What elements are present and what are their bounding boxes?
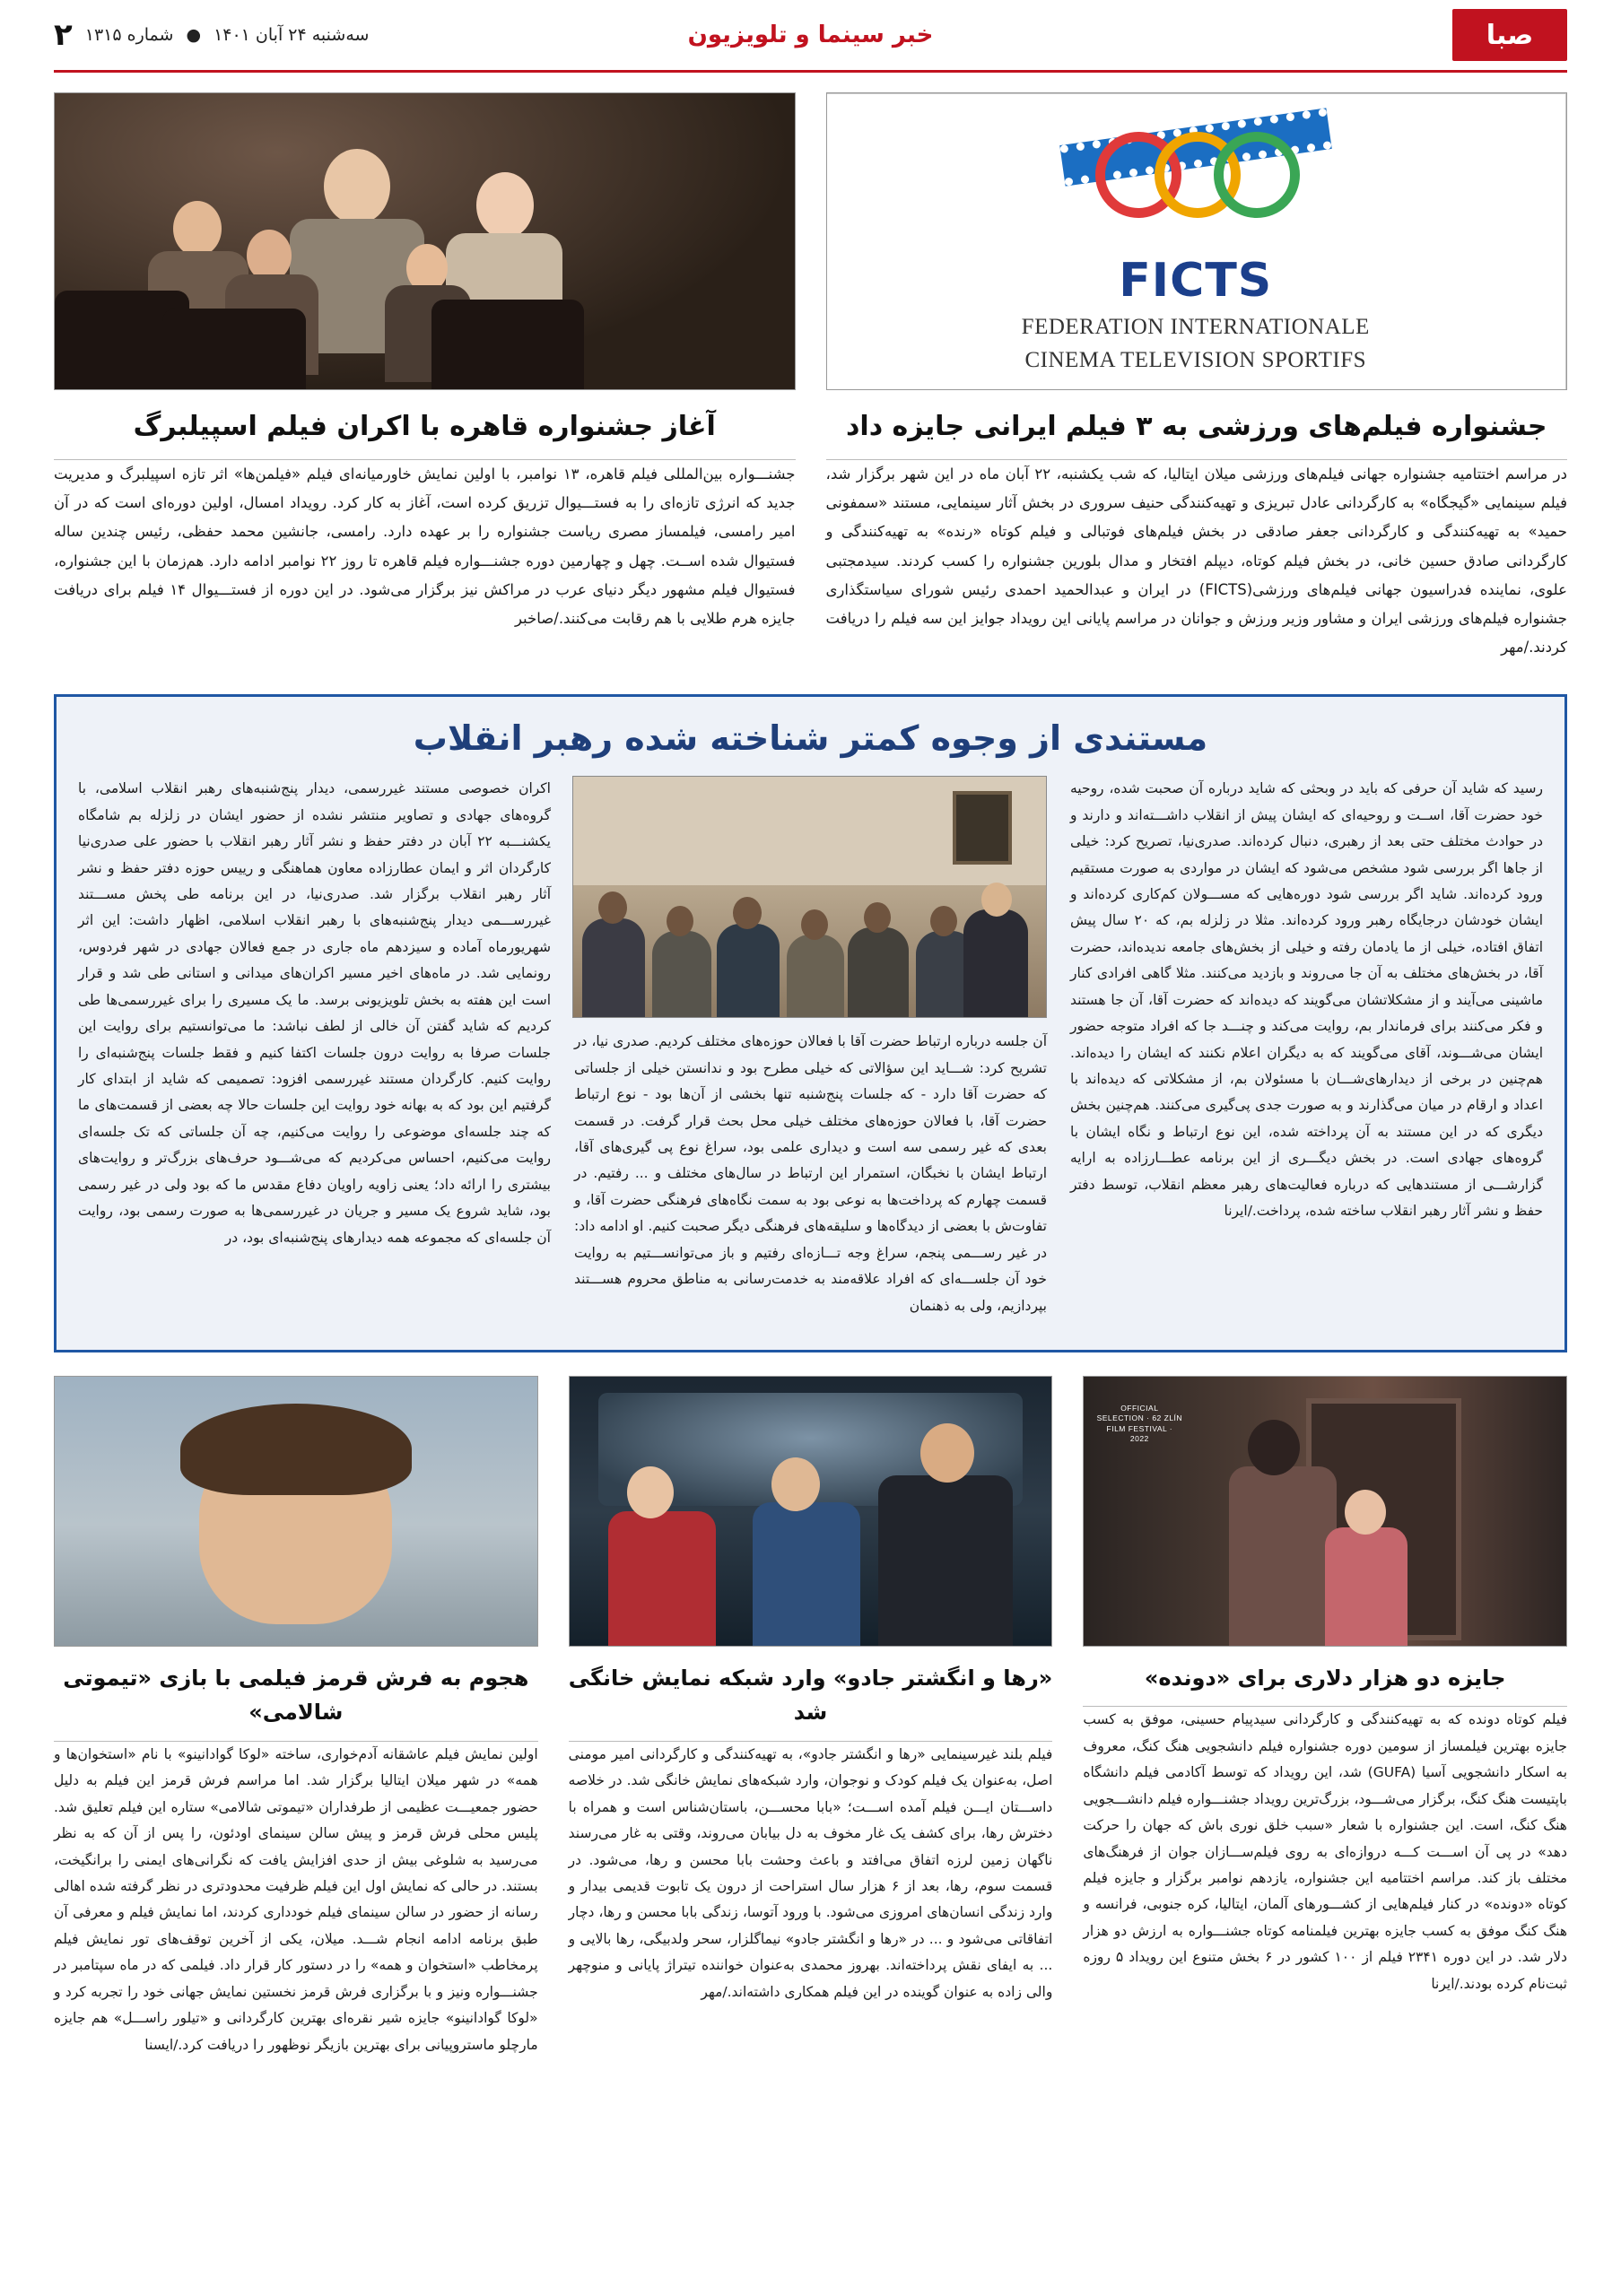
article-bones-and-all <box>54 1376 538 2067</box>
article-body: فیلم بلند غیرسینمایی «رها و انگشتر جادو»، به تهیه‌کنندگی و کارگردانی امیر مومنی اصل، به‌عنوان یک فیلم کودک و نوجوان، وارد شبکه‌های نمایش خانگی شد. در خلاصه داســـتان ایـــن فیلم آمده اســـت؛ «بابا محســـن، باستان‌شناس است و همراه با دخترش رها، برای کشف یک غار مخوف به دل بیابان می‌روند، وقتی به غار می‌رسند ناگهان زمین لرزه اتفاق می‌افتد و باعث وحشت بابا محسن و رها، می‌شود. در قسمت سوم، رها، بعد از ۶ هزار سال استراحت از درون یک تابوت قدیمی بیدار و وارد زندگی انسان‌های امروزی می‌شود. با ورود آتوسا، زندگی بابا محسن و رها، دچار اتفاقاتی می‌شود و ... در «رها و انگشتر جادو» نیماگلزار، سحر ولدبیگی، رها بالایی و ... به ایفای نقش پرداخته‌اند. بهروز محمدی به‌عنوان خواننده تیتراژ پایانی و منوچهر والی زاده به عنوان گوینده در این فیلم همکاری داشته‌اند./مهر <box>568 1745 1053 2000</box>
newspaper-logo: صبا <box>1452 9 1567 61</box>
article-runner-award <box>1083 1376 1567 2067</box>
article-cairo-festival <box>54 92 796 671</box>
feature-column-1 <box>78 776 551 1328</box>
article-body: جشنـــواره بین‌المللی فیلم قاهره، ۱۳ نوامبر، با اولین نمایش خاورمیانه‌ای فیلم «فیلمن‌ها» اثر تازه اسپیلبرگ و مدیریت جدید که انرژی تازه‌ای را به فستـــیوال تزریق کرده است، آغاز به کار کرد. رویداد امسال، اولین دوره‌ای است که در آن امیر رامسی، فیلمساز مصری ریاست جشنواره را بر عهده دارد. رامسی، جانشین محمد حفظی، رئیس چندین ساله فستیوال شده اســت. چهل و چهارمین دوره جشنـــواره فیلم قاهره تا روز ۲۲ نوامبر ادامه دارد. هم‌زمان با این جشنواره، فستیوال فیلم مشهور دیگر دنیای عرب در مراکش نیز برگزار می‌شود. در این دوره از فستـــیوال ۱۴ فیلم برای دریافت جایزه هرم طلایی با هم رقابت می‌کنند./صاخبر <box>54 465 796 627</box>
ficts-logo-mark <box>1061 110 1330 245</box>
feature-column-3 <box>1070 776 1543 1328</box>
article-headline: جشنواره فیلم‌های ورزشی به ۳ فیلم ایرانی جایزه داد <box>846 411 1547 442</box>
top-section <box>54 73 1567 671</box>
feature-column-2 <box>574 776 1047 1328</box>
feature-text-2: آن جلسه درباره ارتباط حضرت آقا با فعالان حوزه‌های مختلف کردیم. صدری نیا، در تشریح کرد: شـــاید این سؤالاتی که خیلی مطرح بود و ندانستن خیلی از جلساتی که حضرت آقا دارد - که جلسات پنج‌شنبه تنها بخشی از آن‌ها بود - نوع ارتباط حضرت آقا، با فعالان حوزه‌های مختلف خیلی محل بحث قرار گرفت. در قسمت بعدی که غیر رسمی سه است و دیداری علمی بود، سراغ نوع پی گیری‌های آقا، ارتباط ایشان با نخبگان، استمرار این ارتباط در سال‌های مختلف و ... رفتیم. در قسمت چهارم که پرداخت‌ها به نوعی بود به سمت نگاه‌های فرهنگی حضرت آقا، و تفاوت‌ش با بعضی از دیدگاه‌ها و سلیقه‌های فرهنگی دیگر صحبت کنیم. او ادامه داد: در غیر رســـمی پنجم، سراغ وجه تـــازه‌ای رفتیم و باز می‌توانســـتیم به روایت خود آن جلســـه‌ای که افراد علاقه‌مند به خدمت‌رسانی به مناطق محروم هســـتند بپردازیم، ولی به ذهنمان <box>574 1033 1047 1314</box>
ficts-subtitle-line1: FEDERATION INTERNATIONALE <box>1021 314 1370 339</box>
article-headline: هجوم به فرش قرمز فیلمی با بازی «تیموتی شالامی» <box>63 1665 529 1726</box>
runner-film-still <box>1083 1376 1567 1647</box>
article-body: اولین نمایش فیلم عاشقانه آدم‌خواری، ساخته «لوکا گوادانینو» با نام «استخوان‌ها و همه» در شهر میلان ایتالیا برگزار شد. اما مراسم فرش قرمز این فیلم به دلیل حضور جمعیـــت عظیمی از طرفداران «تیموتی شالامی» ستاره این فیلم تعلیق شد. پلیس محلی فرش قرمز و پیش سالن سینمای اودئون، را پس از آن که به نظر می‌رسید به شلوغی بیش از حدی افزایش یافت که نگرانی‌های ایمنی را برانگیخت، بستند. در حالی که نمایش اول این فیلم ظرفیت محدودتری در نظر گرفته شده اهالی رسانه از حضور در سالن سینمای فیلم خودداری کردند، اما نمایش فیلم و معرفی آن طبق برنامه ادامه انجام شـــد. میلان، یکی از آخرین توقف‌های تور نمایش فیلم پرمخاطب «استخوان و همه» را در دستور کار قرار داد. فیلمی که در ماه سپتامبر در جشنـــواره ونیز و با برگزاری فرش قرمز نخستین نمایش جهانی خود را تجربه کرد و «لوکا گوادانینو» جایزه شیر نقره‌ای بهترین کارگردانی و «تیلور راســـل» هم جایزه مارچلو ماستروپیانی برای بهترین بازیگر نوظهور را دریافت کرد./ایسنا <box>53 1745 538 2053</box>
feature-article <box>54 694 1567 1352</box>
article-body: در مراسم اختتامیه جشنواره جهانی فیلم‌های ورزشی میلان ایتالیا، که شب یکشنبه، ۲۲ آبان ماه در این شهر برگزار شد، فیلم سینمایی «گیجگاه» به کارگردانی عادل تبریزی و تهیه‌کنندگی حنیف سروری در بخش آثار سینمایی، مستند «سمفونی حمید» به تهیه‌کنندگی و کارگردانی جعفر صادقی در بخش فیلم‌های فوتبالی و فیلم کوتاه «رنده» به تهیه‌کنندگی و کارگردانی صادق حسین خانی، در بخش فیلم کوتاه، دیپلم افتخار و مدال بلورین جشنواره را کسب کردند. سیدمجتبی علوی، نماینده فدراسیون جهانی فیلم‌های ورزشی(FICTS) در ایران و عبدالحمید احمدی رئیس شورای سیاستگذاری جشنواره فیلم‌های ورزشی ایران و مشاور وزیر ورزش و جوانان در مراسم پایانی این رویداد جوایز این سه فیلم را دریافت کردند./مهر <box>825 465 1567 657</box>
bullet-separator: ● <box>186 25 202 45</box>
article-raha-magic-ring <box>569 1376 1053 2067</box>
masthead <box>54 0 1567 73</box>
festival-laurel-badge: OFFICIAL SELECTION · 62 ZLÍN FILM FESTIVAL · 2022 <box>1096 1404 1183 1444</box>
issue-date: سه‌شنبه ۲۴ آبان ۱۴۰۱ <box>214 25 370 45</box>
article-body: فیلم کوتاه دونده که به تهیه‌کنندگی و کارگردانی سیدپیام حسینی، موفق به کسب جایزه بهترین فیلمساز از سومین دوره جشنواره فیلم دانشجویی هنگ کنگ، معروف به اسکار دانشجویی آسیا (GUFA) شد، این رویداد که توسط آکادمی فیلم دانشگاه باپتیست هنگ کنگ، برگزار می‌شـــود، بزرگ‌ترین رویداد جشنـــواره فیلم دانشـــجویی هنگ کنگ، است. این جشنواره با شعار «سبب خلق نوری باش که جهان را حرکت دهد» در پی آن اســـت کـــه دروازه‌ای به روی فیلم‌ســـازان جوان از فرهنگ‌های مختلف باز کند. مراسم اختتامیه این جشنواره، یازدهم نوامبر برگزار و جایزه فیلم کوتاه «دونده» در کنار فیلم‌هایی از کشـــورهای آلمان، ایتالیا، کره جنوبی، فرانسه و هنگ کنگ موفق به کسب جایزه بهترین فیلمنامه کوتاه جشنـــواره به ارزش دو هزار دلار شد. در این دوره ۲۳۴۱ فیلم از ۱۰۰ کشور در ۶ بخش متنوع این رویداد ۵ روزه ثبت‌نام کرده بودند./ایرنا <box>1083 1711 1568 1992</box>
bottom-section <box>54 1376 1567 2067</box>
feature-text-1: اکران خصوصی مستند غیررسمی، دیدار پنج‌شنبه‌های رهبر انقلاب اسلامی، با گروه‌های جهادی و تصاویر منتشر نشده از حضور ایشان در زلزله بم شامگاه یکشنـــبه ۲۲ آبان در دفتر حفظ و نشر آثار رهبر انقلاب با حضور علی صدری‌نیا کارگردان اثر و ایمان عطارزاده معاون هماهنگی و رییس حوزه دفتر حفظ و نشر آثار رهبر انقلاب برگزار شد. صدری‌نیا، در این برنامه طی پخش مســـتند غیررســـمی دیدار پنج‌شنبه‌های با رهبر انقلاب اسلامی، اظهار داشت: این اثر شهریورماه آماده و سیزدهم ماه جاری در جمع فعالان جهادی در شهر فردوس، رونمایی شد. در ماه‌های اخیر مسیر اکران‌های میدانی و استانی طی شد و قرار است این هفته به بخش تلویزیونی برسد. ما یک مسیری را برای غیررسمی‌ها طی کردیم که شاید گفتن آن خالی از لطف نباشد: ما می‌توانستیم برای روایت این جلسات صرفا به روایت درون جلسات اکتفا کنیم و فقط جلسات پنج‌شنبه‌ای را روایت کنیم. کارگردان مستند غیررسمی افزود: تصمیمی که شاید از ابتدای کار گرفتیم این بود که به بهانه خود روایت این جلسات حالا چه بعضی از قسمت‌های ما که چند جلسه‌ای موضوعی را روایت می‌کنیم، چه آن جلساتی که تک جلسه‌ای روایت می‌کنیم، احساس می‌کردیم که می‌شـــود حرف‌های بزرگ‌تر و روایت‌های بیشتری را ارائه داد؛ یعنی زاویه راویان دفاع مقدس ما که بود ولی در غیر رسمی بود، شاید شروع یک مسیر و جریان در غیررسمی‌ها به صورت رسمی بود، روایت آن جلسه‌ای که مجموعه همه دیدارهای پنج‌شنبه‌ای بود، در <box>78 780 551 1246</box>
cinema-audience-image <box>54 92 796 390</box>
page-number: ۲ <box>54 17 73 53</box>
car-interior-still <box>569 1376 1053 1647</box>
section-title: خبر سینما و تلویزیون <box>687 22 934 48</box>
meeting-photo <box>572 776 1047 1018</box>
masthead-meta <box>54 17 369 53</box>
feature-headline: مستندی از وجوه کمتر شناخته شده رهبر انقلاب <box>413 718 1208 759</box>
chalamet-portrait-still <box>54 1376 538 1647</box>
article-headline: جایزه دو هزار دلاری برای «دونده» <box>1144 1665 1506 1692</box>
issue-number: شماره ۱۳۱۵ <box>84 25 174 45</box>
ficts-poster-image <box>826 92 1568 390</box>
article-ficts <box>826 92 1568 671</box>
article-headline: آغاز جشنواره قاهره با اکران فیلم اسپیلبرگ <box>133 411 716 442</box>
ficts-wordmark: FICTS <box>1119 253 1273 308</box>
ficts-subtitle-line2: CINEMA TELEVISION SPORTIFS <box>1024 348 1367 372</box>
feature-text-3: رسید که شاید آن حرفی که باید در وبحثی که شاید درباره آن صحبت شده، روحیه خود حضرت آقا، اســت و روحیه‌ای که ایشان پیش از انقلاب داشـــته‌اند و دارند و در حوادث مختلف حتی بعد از رهبری، دنبال کرده‌اند. صدری‌نیا، تصریح کرد: خیلی از جاها اگر بررسی شود مشخص می‌شود که ایشان در مواردی به صورت مستقیم ورود کرده‌اند. شاید اگر بررسی شود دوره‌هایی که مســـولان کم‌کاری کرده‌اند و ایشان خودشان درجایگاه رهبر ورود کرده‌اند. مثلا در زلزله بم، که ۲۰ سال پیش اتفاق افتاده، خیلی از ما یادمان رفته و خیلی از بخش‌های جامعه ندیده‌اند، حضرت آقا، در بخش‌های مختلف به آن جا می‌روند و بازدید می‌کنند. مثلا گاهی افرادی کنار ماشینی می‌آیند و از مشکلاتشان می‌گویند که دیده‌اند که حضرت آقا، آن جا هستند و فکر می‌کنند برای فرماندار بم، روایت می‌کند و چنـــد جا که افراد متوجه حضور ایشان می‌شـــوند، آقای می‌گویند که به دیگران اعلام نکنند که ایشان را دیده‌اند. هم‌چنین در برخی از دیدارهای‌شـــان با مسئولان بم، از مشکلاتی که دیده‌اند با اعداد و ارقام در میان می‌گذارند و به صورت جدی پی‌گیری می‌کنند. هم‌چنین بخش دیگری که در این مستند به آن پرداخته شده، این نوع ارتباط و نگاه ایشان با گروه‌های جهادی است. در بخش دیگـــری از این برنامه عطـــارزاده به ارایه گزارشـــی از مستندهایی که درباره فعالیت‌های رهبر معظم انقلاب، توسط دفتر حفظ و نشر آثار رهبر انقلاب ساخته شده، پرداخت./ایرنا <box>1070 780 1544 1220</box>
article-headline: «رها و انگشتر جادو» وارد شبکه نمایش خانگی شد <box>568 1665 1053 1726</box>
